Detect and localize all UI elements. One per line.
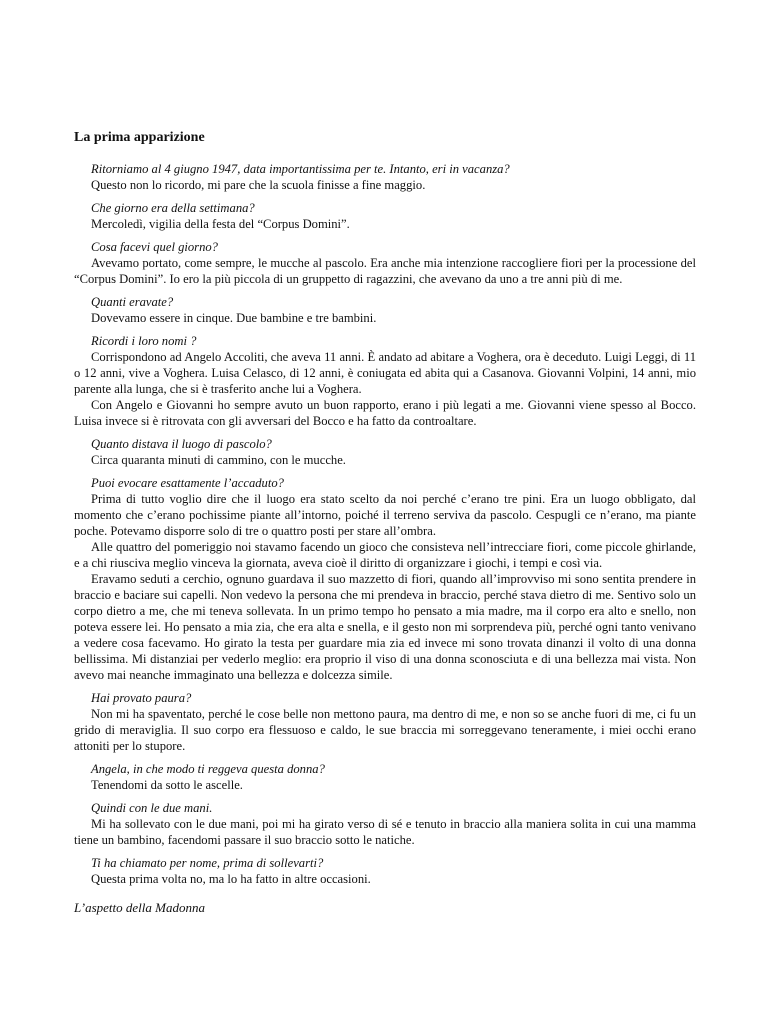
question: Puoi evocare esattamente l’accaduto? (91, 476, 284, 490)
question: Hai provato paura? (91, 691, 192, 705)
answer-paragraph: Prima di tutto voglio dire che il luogo era stato scelto da noi perché c’erano tre pini. Era un luogo obbligato, dal momento che c’erano pochissime piante all’intorno, poiché il terreno serviva da pascolo. Cespugli ce n’erano, ma piante poche. Potevamo disporre solo di tre o quattro posti per stare all’ombra. (74, 492, 696, 538)
answer-paragraph: Con Angelo e Giovanni ho sempre avuto un buon rapporto, erano i più legati a me. Giovanni viene spesso al Bocco. Luisa invece si è ritrovata con gli avversari del Bocco e ha fatto da controaltare. (74, 398, 696, 428)
answer-paragraph: Questa prima volta no, ma lo ha fatto in altre occasioni. (91, 872, 371, 886)
question: Quanti eravate? (91, 295, 174, 309)
answer-paragraph: Corrispondono ad Angelo Accoliti, che aveva 11 anni. È andato ad abitare a Voghera, ora è deceduto. Luigi Leggi, di 11 o 12 anni, vive a Voghera. Luisa Celasco, di 12 anni, è coniugata ed abita qui a Casanova. Giovanni Volpini, 14 anni, mio parente alla lunga, che si è trasferito anche lui a Voghera. (74, 350, 696, 396)
qa-block (74, 294, 696, 326)
question: Angela, in che modo ti reggeva questa donna? (91, 762, 325, 776)
answer-paragraph: Alle quattro del pomeriggio noi stavamo facendo un gioco che consisteva nell’intrecciare fiori, come piccole ghirlande, e a chi riusciva meglio vinceva la giornata, aveva cioè il diritto di organizzare i giochi, i tempi e così via. (74, 540, 696, 570)
answer-paragraph: Dovevamo essere in cinque. Due bambine e tre bambini. (91, 311, 377, 325)
next-section-title: L’aspetto della Madonna (74, 900, 205, 915)
qa-block (74, 761, 696, 793)
qa-block (74, 800, 696, 848)
answer-paragraph: Mi ha sollevato con le due mani, poi mi ha girato verso di sé e tenuto in braccio alla maniera solita in cui una mamma tiene un bambino, facendomi passare il suo braccio sotto le natiche. (74, 817, 696, 847)
qa-block (74, 239, 696, 287)
qa-block (74, 855, 696, 887)
qa-block (74, 200, 696, 232)
question: Ritorniamo al 4 giugno 1947, data importantissima per te. Intanto, eri in vacanza? (91, 162, 510, 176)
qa-block (74, 161, 696, 193)
question: Quanto distava il luogo di pascolo? (91, 437, 272, 451)
question: Ti ha chiamato per nome, prima di sollevarti? (91, 856, 324, 870)
answer-paragraph: Non mi ha spaventato, perché le cose belle non mettono paura, ma dentro di me, e non so se anche fuori di me, ci fu un grido di meraviglia. Il suo corpo era flessuoso e caldo, le sue braccia mi sorreggevano teneramente, i miei occhi erano attoniti per lo stupore. (74, 707, 696, 753)
question: Ricordi i loro nomi ? (91, 334, 197, 348)
answer-paragraph: Tenendomi da sotto le ascelle. (91, 778, 243, 792)
question: Quindi con le due mani. (91, 801, 213, 815)
section-title: La prima apparizione (74, 130, 205, 145)
interview-list (74, 161, 696, 887)
question: Cosa facevi quel giorno? (91, 240, 218, 254)
answer-paragraph: Mercoledì, vigilia della festa del “Corpus Domini”. (91, 217, 350, 231)
answer-paragraph: Avevamo portato, come sempre, le mucche al pascolo. Era anche mia intenzione raccogliere fiori per la processione del “Corpus Domini”. Io ero la più piccola di un gruppetto di ragazzini, che avevano da uno a tre anni più di me. (74, 256, 696, 286)
answer-paragraph: Questo non lo ricordo, mi pare che la scuola finisse a fine maggio. (91, 178, 426, 192)
document-body (74, 129, 696, 917)
qa-block (74, 436, 696, 468)
qa-block (74, 333, 696, 429)
answer-paragraph: Eravamo seduti a cerchio, ognuno guardava il suo mazzetto di fiori, quando all’improvviso mi sono sentita prendere in braccio e baciare sui capelli. Non vedevo la persona che mi prendeva in braccio, perché stava dietro di me. Sentivo solo un corpo dietro a me, che mi teneva sollevata. In un primo tempo ho pensato a mia madre, ma il corpo era alto e snello, non poteva essere lei. Ho pensato a mia zia, che era alta e snella, e il gesto non mi sorprendeva più, perché ogni tanto venivano a vedere cosa facevamo. Ho girato la testa per guardare mia zia ed invece mi sono trovata dinanzi il volto di una donna bellissima. Mi distanziai per vederlo meglio: era proprio il viso di una donna sconosciuta e di una bellezza mai vista. Non avevo mai neanche immaginato una bellezza e dolcezza simile. (74, 572, 696, 682)
question: Che giorno era della settimana? (91, 201, 255, 215)
qa-block (74, 690, 696, 754)
qa-block (74, 475, 696, 683)
answer-paragraph: Circa quaranta minuti di cammino, con le mucche. (91, 453, 346, 467)
